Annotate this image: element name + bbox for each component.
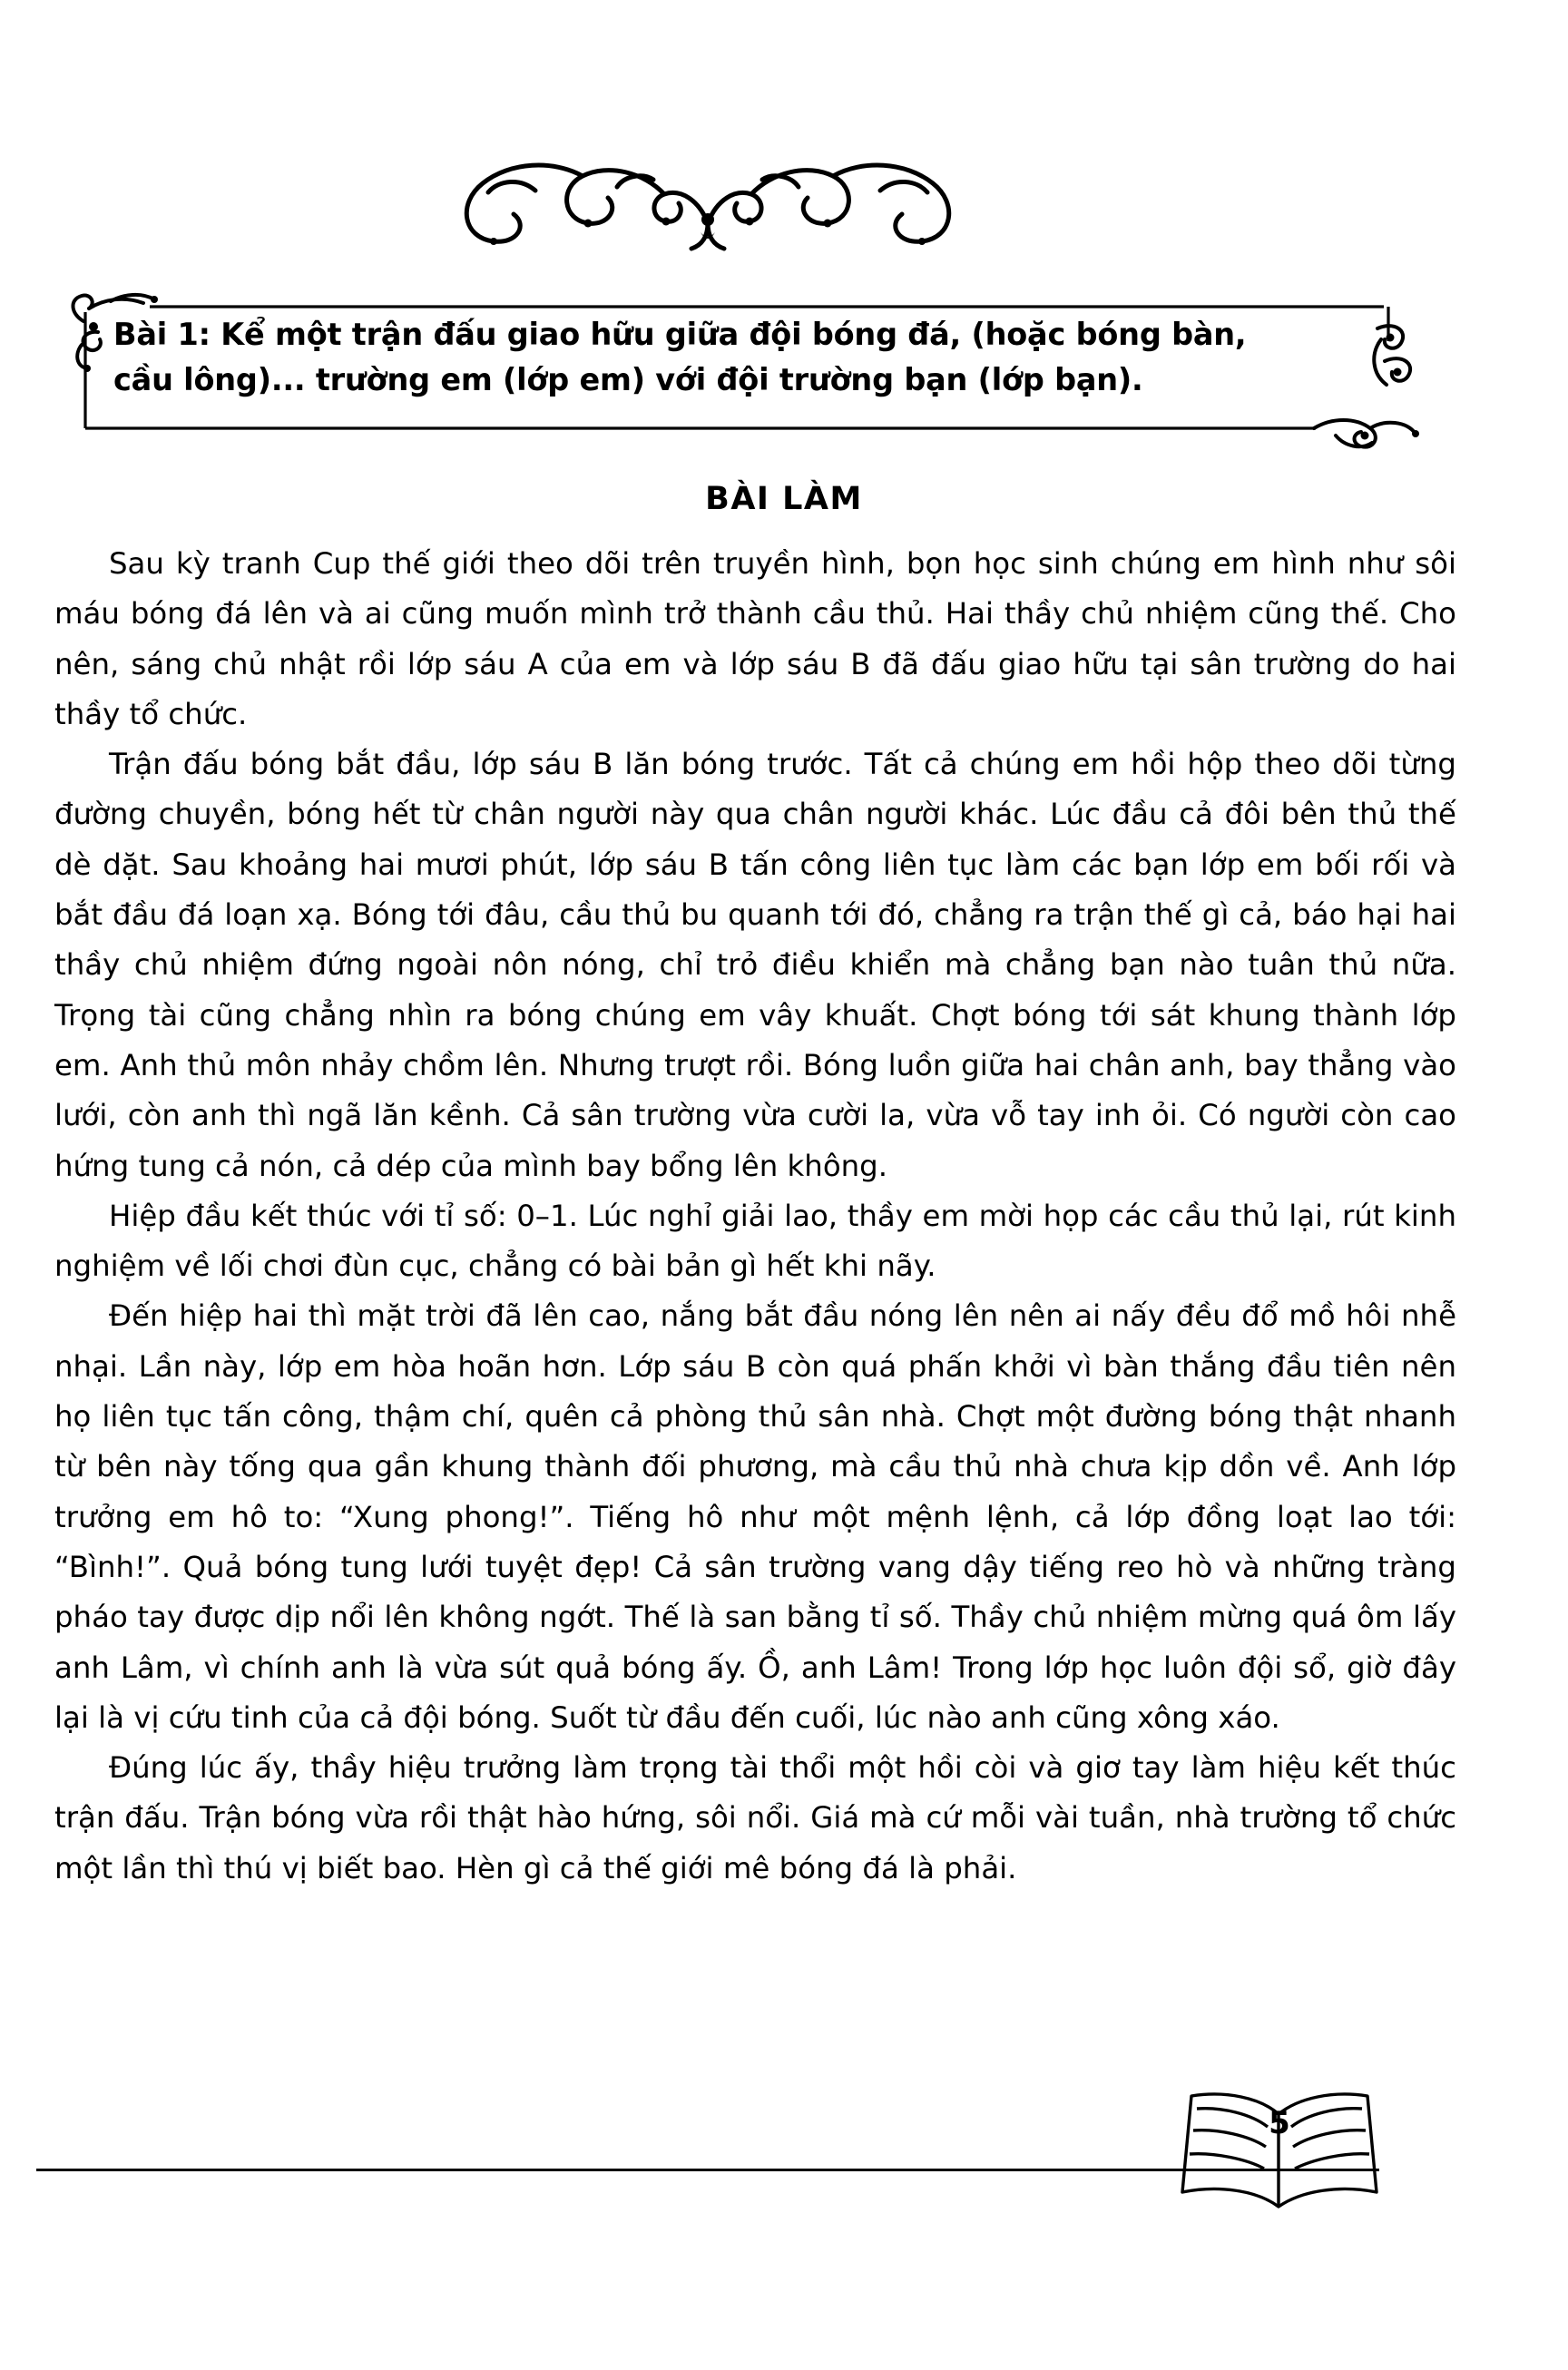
- top-ornament-decoration: [426, 136, 989, 254]
- essay-body: [54, 539, 1456, 1894]
- page-number: 5: [1269, 2105, 1290, 2141]
- open-book-icon: [1166, 2078, 1393, 2223]
- paragraph-5: Đúng lúc ấy, thầy hiệu trưởng làm trọng tài thổi một hồi còi và giơ tay làm hiệu kết thúc trận đấu. Trận bóng vừa rồi thật hào hứng, sôi nổi. Giá mà cứ mỗi vài tuần, nhà trường tổ chức một lần thì thú vị biết bao. Hèn gì cả thế giới mê bóng đá là phải.: [54, 1750, 1456, 1885]
- exercise-title-line-2: cầu lông)... trường em (lớp em) với đội trường bạn (lớp bạn).: [113, 362, 1143, 398]
- section-heading: BÀI LÀM: [705, 481, 863, 517]
- exercise-title-line-1: Bài 1: Kể một trận đấu giao hữu giữa đội bóng đá, (hoặc bóng bàn,: [113, 317, 1247, 352]
- exercise-title-frame: [64, 290, 1452, 463]
- paragraph-3: Hiệp đầu kết thúc với tỉ số: 0–1. Lúc nghỉ giải lao, thầy em mời họp các cầu thủ lại, rút kinh nghiệm về lối chơi đùn cục, chẳng có bài bản gì hết khi nãy.: [54, 1198, 1456, 1284]
- exercise-title: [113, 312, 1402, 404]
- paragraph-1: Sau kỳ tranh Cup thế giới theo dõi trên truyền hình, bọn học sinh chúng em hình như sôi máu bóng đá lên và ai cũng muốn mình trở thành cầu thủ. Hai thầy chủ nhiệm cũng thế. Cho nên, sáng chủ nhật rồi lớp sáu A của em và lớp sáu B đã đấu giao hữu tại sân trường do hai thầy tổ chức.: [54, 546, 1456, 731]
- paragraph-4: Đến hiệp hai thì mặt trời đã lên cao, nắng bắt đầu nóng lên nên ai nấy đều đổ mồ hôi nhễ nhại. Lần này, lớp em hòa hoãn hơn. Lớp sáu B còn quá phấn khởi vì bàn thắng đầu tiên nên họ liên tục tấn công, thậm chí, quên cả phòng thủ sân nhà. Chợt một đường bóng thật nhanh từ bên này tống qua gần khung thành đối phương, mà cầu thủ nhà chưa kịp dồn về. Anh lớp trưởng em hô to: “Xung phong!”. Tiếng hô như một mệnh lệnh, cả lớp đồng loạt lao tới: “Bình!”. Quả bóng tung lưới tuyệt đẹp! Cả sân trường vang dậy tiếng reo hò và những tràng pháo tay được dịp nổi lên không ngớt. Thế là san bằng tỉ số. Thầy chủ nhiệm mừng quá ôm lấy anh Lâm, vì chính anh là vừa sút quả bóng ấy. Ồ, anh Lâm! Trong lớp học luôn đội sổ, giờ đây lại là vị cứu tinh của cả đội bóng. Suốt từ đầu đến cuối, lúc nào anh cũng xông xáo.: [54, 1298, 1456, 1735]
- paragraph-2: Trận đấu bóng bắt đầu, lớp sáu B lăn bóng trước. Tất cả chúng em hồi hộp theo dõi từng đường chuyền, bóng hết từ chân người này qua chân người khác. Lúc đầu cả đôi bên thủ thế dè dặt. Sau khoảng hai mươi phút, lớp sáu B tấn công liên tục làm các bạn lớp em bối rối và bắt đầu đá loạn xạ. Bóng tới đâu, cầu thủ bu quanh tới đó, chẳng ra trận thế gì cả, báo hại hai thầy chủ nhiệm đứng ngoài nôn nóng, chỉ trỏ điều khiển mà chẳng bạn nào tuân thủ nữa. Trọng tài cũng chẳng nhìn ra bóng chúng em vây khuất. Chợt bóng tới sát khung thành lớp em. Anh thủ môn nhảy chồm lên. Nhưng trượt rồi. Bóng luồn giữa hai chân anh, bay thẳng vào lưới, còn anh thì ngã lăn kềnh. Cả sân trường vừa cười la, vừa vỗ tay inh ỏi. Có người còn cao hứng tung cả nón, cả dép của mình bay bổng lên không.: [54, 747, 1456, 1183]
